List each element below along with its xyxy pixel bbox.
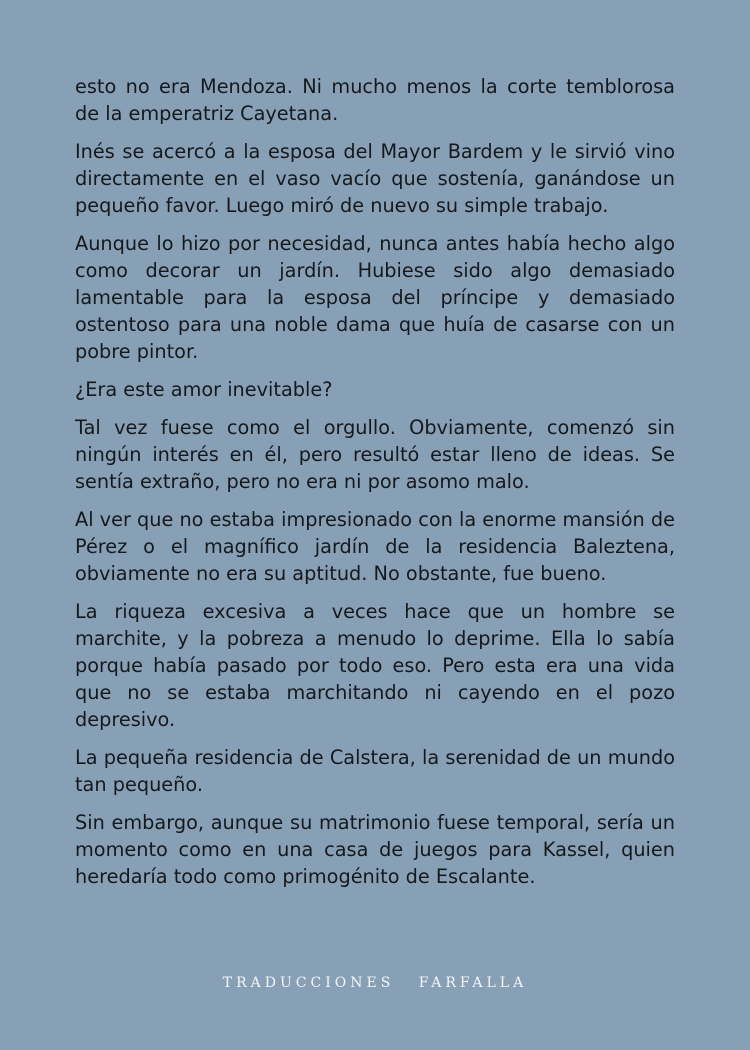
paragraph: ¿Era este amor inevitable?	[75, 378, 333, 401]
page-body	[75, 73, 675, 901]
paragraph: Al ver que no estaba impresionado con la enorme mansión de Pérez o el magnífico jardín de la residencia Baleztena, obviamente no era su aptitud. No obstante, fue bueno.	[75, 508, 675, 585]
paragraph: Sin embargo, aunque su matrimonio fuese temporal, sería un momento como en una casa de juegos para Kassel, quien heredaría todo como primogénito de Escalante.	[75, 811, 675, 888]
paragraph: Inés se acercó a la esposa del Mayor Bardem y le sirvió vino directamente en el vaso vacío que sostenía, ganándose un pequeño favor. Luego miró de nuevo su simple trabajo.	[75, 140, 675, 217]
paragraph: esto no era Mendoza. Ni mucho menos la corte temblorosa de la emperatriz Cayetana.	[75, 75, 675, 125]
paragraph: Tal vez fuese como el orgullo. Obviamente, comenzó sin ningún interés en él, pero resultó estar lleno de ideas. Se sentía extraño, pero no era ni por asomo malo.	[75, 416, 675, 493]
paragraph: La riqueza excesiva a veces hace que un hombre se marchite, y la pobreza a menudo lo deprime. Ella lo sabía porque había pasado por todo eso. Pero esta era una vida que no se estaba marchitando ni cayendo en el pozo depresivo.	[75, 600, 675, 731]
translator-credit: TRADUCCIONES FARFALLA	[222, 975, 528, 991]
paragraph: Aunque lo hizo por necesidad, nunca antes había hecho algo como decorar un jardín. Hubiese sido algo demasiado lamentable para la esposa del príncipe y demasiado ostentoso para una noble dama que huía de casarse con un pobre pintor.	[75, 232, 675, 363]
paragraph: La pequeña residencia de Calstera, la serenidad de un mundo tan pequeño.	[75, 746, 675, 796]
